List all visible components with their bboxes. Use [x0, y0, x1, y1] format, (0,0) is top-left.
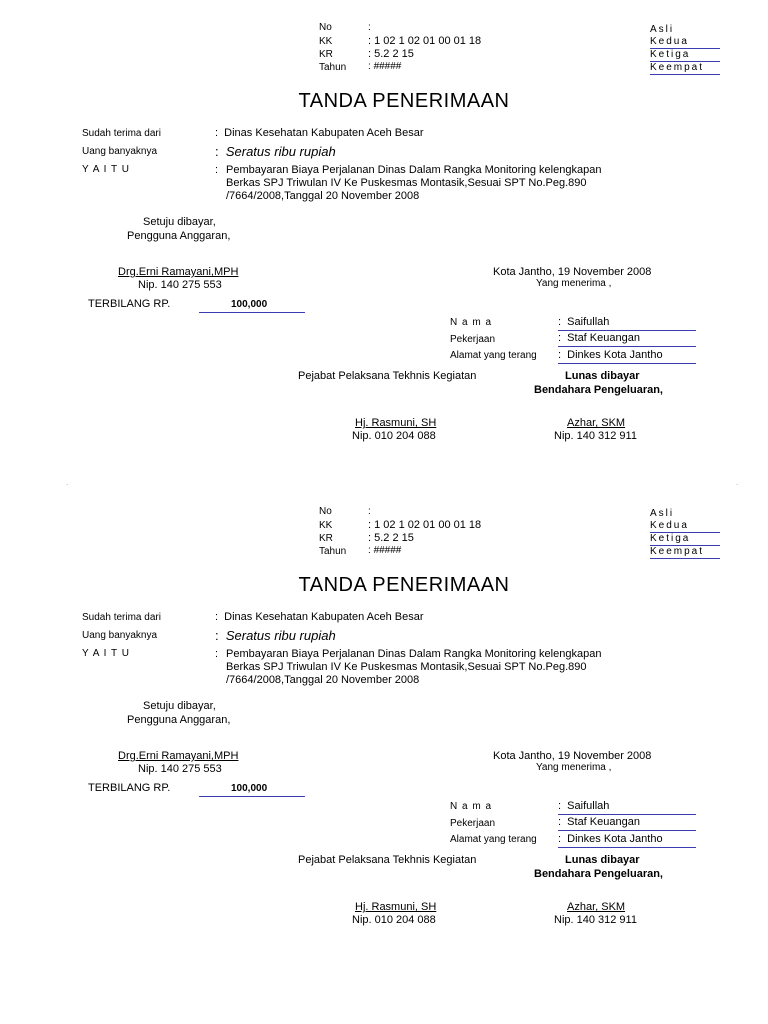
- yang-menerima: Yang menerima ,: [536, 762, 612, 773]
- lunas-text: Lunas dibayar: [565, 854, 640, 866]
- yaitu-line-2: Berkas SPJ Triwulan IV Ke Puskesmas Montasik,Sesuai SPT No.Peg.890: [226, 177, 587, 189]
- signer3-nip: Nip. 140 312 911: [554, 430, 637, 442]
- nama-underline: [558, 330, 696, 331]
- pekerjaan-value: Staf Keuangan: [567, 816, 640, 828]
- no-colon: :: [368, 506, 371, 517]
- kk-label: KK: [319, 36, 333, 47]
- separator-mark-left: .: [66, 478, 69, 487]
- copy-keempat: Keempat: [650, 62, 720, 75]
- alamat-value: Dinkes Kota Jantho: [567, 833, 663, 845]
- signer2-name: Hj. Rasmuni, SH: [355, 901, 437, 913]
- nama-row: : Saifullah: [558, 316, 610, 328]
- kk-number: 1 02 1 02 01 00 01 18: [374, 35, 482, 47]
- yaitu-label: Y A I T U: [82, 648, 130, 659]
- nama-label: N a m a: [450, 317, 493, 328]
- terbilang-label: TERBILANG RP.: [88, 298, 171, 310]
- tahun-number: #####: [373, 61, 402, 72]
- signer3-name: Azhar, SKM: [567, 417, 626, 429]
- sudah-row: : Dinas Kesehatan Kabupaten Aceh Besar: [215, 611, 424, 623]
- nama-value: Saifullah: [567, 316, 610, 328]
- copy-kedua: Kedua: [650, 520, 720, 533]
- pejabat-text: Pejabat Pelaksana Tekhnis Kegiatan: [298, 854, 477, 866]
- nama-underline: [558, 814, 696, 815]
- pekerjaan-row: : Staf Keuangan: [558, 816, 640, 828]
- copy-ketiga: Ketiga: [650, 49, 720, 62]
- uang-value: Seratus ribu rupiah: [225, 144, 336, 159]
- pekerjaan-value: Staf Keuangan: [567, 332, 640, 344]
- pekerjaan-underline: [558, 346, 696, 347]
- copy-ketiga: Ketiga: [650, 533, 720, 546]
- uang-value: Seratus ribu rupiah: [225, 628, 336, 643]
- uang-row: : Seratus ribu rupiah: [215, 144, 336, 159]
- alamat-underline: [558, 363, 696, 364]
- no-colon: :: [368, 22, 371, 33]
- tahun-label: Tahun: [319, 546, 347, 557]
- tahun-value: : #####: [368, 61, 402, 72]
- yaitu-line-2: Berkas SPJ Triwulan IV Ke Puskesmas Montasik,Sesuai SPT No.Peg.890: [226, 661, 587, 673]
- uang-row: : Seratus ribu rupiah: [215, 628, 336, 643]
- signer1-name: Drg.Erni Ramayani,MPH: [118, 266, 239, 278]
- terbilang-value: 100,000: [231, 299, 268, 310]
- uang-label: Uang banyaknya: [82, 146, 158, 157]
- receipt: [0, 0, 768, 484]
- receipt-title: TANDA PENERIMAAN: [298, 90, 510, 112]
- pekerjaan-row: : Staf Keuangan: [558, 332, 640, 344]
- pekerjaan-label: Pekerjaan: [450, 818, 496, 829]
- pekerjaan-underline: [558, 830, 696, 831]
- kr-value: : 5.2 2 15: [368, 532, 414, 544]
- kk-value: : 1 02 1 02 01 00 01 18: [368, 519, 482, 531]
- signer3-name: Azhar, SKM: [567, 901, 626, 913]
- receipt-title: TANDA PENERIMAAN: [298, 574, 510, 596]
- signer1-name: Drg.Erni Ramayani,MPH: [118, 750, 239, 762]
- signer3-nip: Nip. 140 312 911: [554, 914, 637, 926]
- yang-menerima: Yang menerima ,: [536, 278, 612, 289]
- yaitu-label: Y A I T U: [82, 164, 130, 175]
- kr-label: KR: [319, 49, 333, 60]
- signer2-name: Hj. Rasmuni, SH: [355, 417, 437, 429]
- yaitu-colon: :: [215, 648, 219, 660]
- tahun-number: #####: [373, 545, 402, 556]
- signer1-nip: Nip. 140 275 553: [138, 763, 222, 775]
- alamat-underline: [558, 847, 696, 848]
- nama-row: : Saifullah: [558, 800, 610, 812]
- copy-kedua: Kedua: [650, 36, 720, 49]
- uang-label: Uang banyaknya: [82, 630, 158, 641]
- alamat-label: Alamat yang terang: [450, 350, 537, 361]
- yaitu-line-3: /7664/2008,Tanggal 20 November 2008: [226, 190, 420, 202]
- sudah-value: Dinas Kesehatan Kabupaten Aceh Besar: [224, 611, 424, 623]
- tahun-value: : #####: [368, 545, 402, 556]
- pejabat-text: Pejabat Pelaksana Tekhnis Kegiatan: [298, 370, 477, 382]
- signer2-nip: Nip. 010 204 088: [352, 914, 436, 926]
- sudah-row: : Dinas Kesehatan Kabupaten Aceh Besar: [215, 127, 424, 139]
- terbilang-underline: [199, 796, 305, 797]
- yaitu-colon: :: [215, 164, 219, 176]
- sudah-label: Sudah terima dari: [82, 612, 161, 623]
- sudah-label: Sudah terima dari: [82, 128, 161, 139]
- yaitu-line-1: Pembayaran Biaya Perjalanan Dinas Dalam Rangka Monitoring kelengkapan: [226, 648, 602, 660]
- alamat-value: Dinkes Kota Jantho: [567, 349, 663, 361]
- yaitu-line-3: /7664/2008,Tanggal 20 November 2008: [226, 674, 420, 686]
- signer2-nip: Nip. 010 204 088: [352, 430, 436, 442]
- alamat-row: : Dinkes Kota Jantho: [558, 833, 663, 845]
- lunas-text: Lunas dibayar: [565, 370, 640, 382]
- no-label: No: [319, 22, 332, 33]
- tahun-label: Tahun: [319, 62, 347, 73]
- sudah-value: Dinas Kesehatan Kabupaten Aceh Besar: [224, 127, 424, 139]
- copy-asli: Asli: [650, 508, 675, 519]
- receipt: [0, 484, 768, 968]
- bendahara-text: Bendahara Pengeluaran,: [534, 868, 663, 880]
- kr-label: KR: [319, 533, 333, 544]
- setuju-text: Setuju dibayar,: [143, 700, 216, 712]
- nama-label: N a m a: [450, 801, 493, 812]
- kr-number: 5.2 2 15: [374, 48, 414, 60]
- pekerjaan-label: Pekerjaan: [450, 334, 496, 345]
- yaitu-line-1: Pembayaran Biaya Perjalanan Dinas Dalam Rangka Monitoring kelengkapan: [226, 164, 602, 176]
- place-date: Kota Jantho, 19 November 2008: [493, 266, 652, 278]
- kk-number: 1 02 1 02 01 00 01 18: [374, 519, 482, 531]
- kr-number: 5.2 2 15: [374, 532, 414, 544]
- kk-value: : 1 02 1 02 01 00 01 18: [368, 35, 482, 47]
- setuju-text: Setuju dibayar,: [143, 216, 216, 228]
- no-label: No: [319, 506, 332, 517]
- pengguna-text: Pengguna Anggaran,: [127, 714, 231, 726]
- terbilang-value: 100,000: [231, 783, 268, 794]
- pengguna-text: Pengguna Anggaran,: [127, 230, 231, 242]
- terbilang-label: TERBILANG RP.: [88, 782, 171, 794]
- alamat-label: Alamat yang terang: [450, 834, 537, 845]
- kr-value: : 5.2 2 15: [368, 48, 414, 60]
- nama-value: Saifullah: [567, 800, 610, 812]
- copy-keempat: Keempat: [650, 546, 720, 559]
- place-date: Kota Jantho, 19 November 2008: [493, 750, 652, 762]
- copy-asli: Asli: [650, 24, 675, 35]
- separator-mark-right: .: [736, 478, 739, 487]
- kk-label: KK: [319, 520, 333, 531]
- terbilang-underline: [199, 312, 305, 313]
- copy-designations: [650, 508, 720, 559]
- alamat-row: : Dinkes Kota Jantho: [558, 349, 663, 361]
- signer1-nip: Nip. 140 275 553: [138, 279, 222, 291]
- copy-designations: [650, 24, 720, 75]
- bendahara-text: Bendahara Pengeluaran,: [534, 384, 663, 396]
